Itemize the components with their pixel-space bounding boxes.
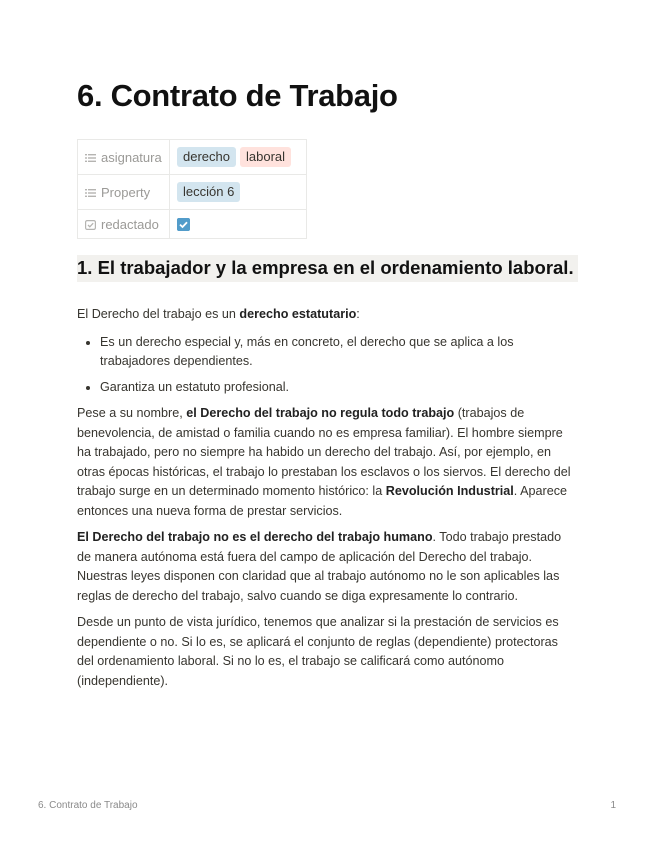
property-key	[78, 140, 170, 175]
property-key	[78, 175, 170, 210]
footer-doc-title: 6. Contrato de Trabajo	[38, 800, 138, 811]
text: . Aparece entonces una nueva forma de prestar servicios.	[77, 484, 568, 518]
list-item: Es un derecho especial y, más en concreto, el derecho que se aplica a los trabajadores dependientes.	[77, 333, 578, 372]
property-value[interactable]	[170, 175, 307, 210]
property-key-label: asignatura	[101, 149, 162, 165]
property-key	[78, 210, 170, 239]
checkbox-icon	[85, 220, 96, 230]
property-row-redactado	[78, 210, 307, 239]
tag-derecho[interactable]: derecho	[177, 147, 236, 167]
property-value[interactable]	[170, 140, 307, 175]
list-icon	[85, 188, 96, 198]
tag-laboral[interactable]: laboral	[240, 147, 291, 167]
text: Pese a su nombre,	[77, 406, 187, 420]
bold-text: Revolución Industrial	[385, 484, 514, 498]
page-title: 6. Contrato de Trabajo	[77, 78, 398, 113]
checked-checkbox-icon[interactable]	[177, 218, 190, 231]
paragraph	[77, 528, 578, 606]
paragraph	[77, 404, 578, 521]
section-heading: 1. El trabajador y la empresa en el ordenamiento laboral.	[77, 255, 578, 282]
section-body	[77, 305, 578, 698]
bullet-list	[77, 333, 578, 398]
property-row-asignatura	[78, 140, 307, 175]
property-key-label: redactado	[101, 216, 159, 232]
properties-table	[77, 139, 307, 239]
bold-text: derecho estatutario	[239, 307, 357, 321]
bold-text: El Derecho del trabajo no es el derecho del trabajo humano	[77, 530, 433, 544]
text: El Derecho del trabajo es un	[77, 307, 240, 321]
property-row-property	[78, 175, 307, 210]
footer-page-number: 1	[610, 800, 616, 811]
list-icon	[85, 153, 96, 163]
tag-leccion-6[interactable]: lección 6	[177, 182, 240, 202]
text: . Todo trabajo prestado de manera autónoma está fuera del campo de aplicación del Derecho del trabajo. Nuestras leyes disponen con claridad que al trabajo autónomo no le son aplicables las reglas de derecho del trabajo, salvo cuando se diga expresamente lo contrario.	[77, 530, 562, 603]
property-key-label: Property	[101, 184, 151, 200]
paragraph	[77, 305, 578, 325]
paragraph: Desde un punto de vista jurídico, tenemos que analizar si la prestación de servicios es dependiente o no. Si lo es, se aplicará el conjunto de reglas (dependiente) protectoras del ordenamiento laboral. Si no lo es, el trabajo se calificará como autónomo (independiente).	[77, 615, 559, 688]
list-item: Garantiza un estatuto profesional.	[77, 378, 578, 398]
text: (trabajos de benevolencia, de amistad o familia cuando no es empresa familiar). El hombre siempre ha trabajado, pero no siempre ha habido un derecho del trabajo. Así, por ejemplo, en otras épocas históricas, el trabajo lo prestaban los esclavos o los siervos. El derecho del trabajo surge en un determinado momento histórico: la	[77, 406, 571, 498]
text: :	[356, 307, 360, 321]
property-value[interactable]	[170, 210, 307, 239]
bold-text: el Derecho del trabajo no regula todo trabajo	[186, 406, 455, 420]
